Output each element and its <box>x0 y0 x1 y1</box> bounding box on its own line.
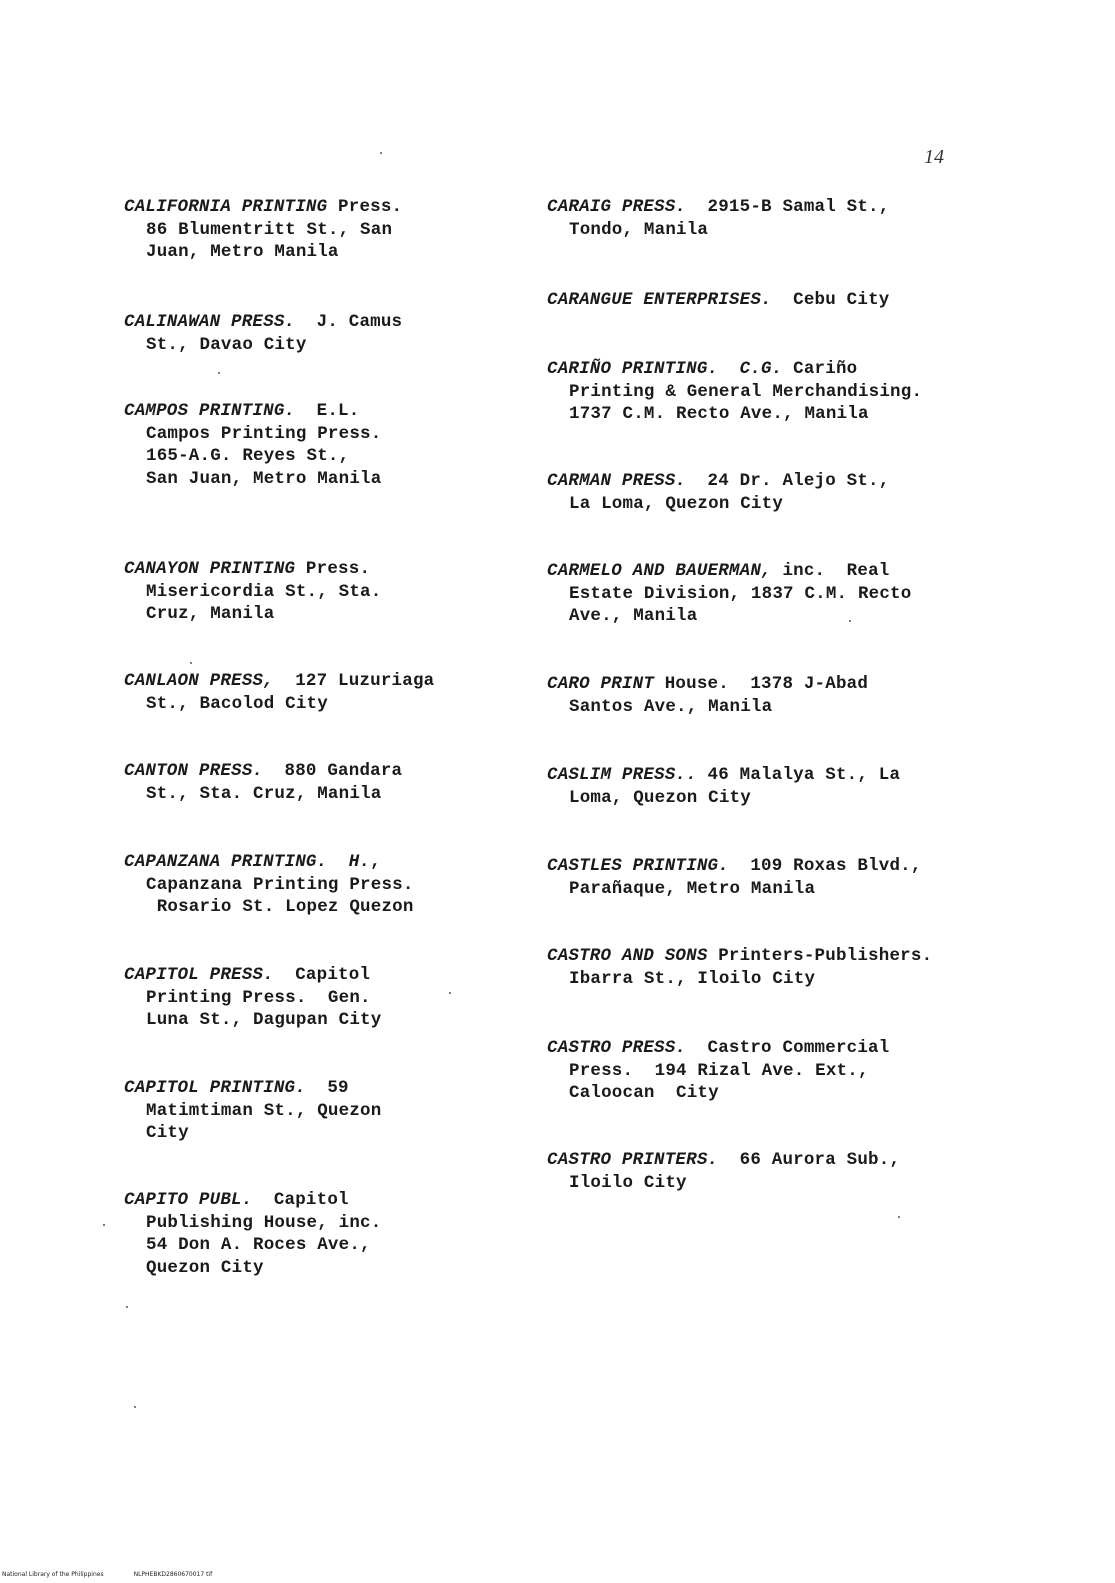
entry-name: CARANGUE ENTERPRISES. <box>547 290 772 310</box>
entry-address-line: 1737 C.M. Recto Ave., Manila <box>569 404 869 424</box>
entry-detail: Printers-Publishers. <box>707 946 933 966</box>
entry-first-line <box>124 400 534 423</box>
entry-address-line: Publishing House, inc. <box>146 1212 382 1233</box>
entry-address-line: Parañaque, Metro Manila <box>569 878 816 899</box>
entry-name: CASTRO PRESS. <box>547 1038 687 1058</box>
entry-detail: Capitol <box>252 1190 349 1210</box>
entry-first-line <box>547 289 957 312</box>
entry-detail: E.L. <box>295 401 360 421</box>
entry-address-line: Press. 194 Rizal Ave. Ext., <box>569 1060 869 1081</box>
scan-speck <box>134 1406 136 1408</box>
directory-entry <box>124 670 534 715</box>
entry-name: CARMELO AND BAUERMAN, <box>547 561 772 581</box>
entry-detail: , <box>370 852 381 872</box>
entry-address-line: La Loma, Quezon City <box>569 493 784 514</box>
entry-name: CANLAON PRESS, <box>124 671 274 691</box>
directory-entry <box>124 964 534 1032</box>
entry-first-line <box>124 964 534 987</box>
entry-address-line: St., Davao City <box>146 334 307 355</box>
entry-name: CARMAN PRESS. <box>547 471 687 491</box>
entry-detail: J. Camus <box>295 312 403 332</box>
directory-entry <box>124 196 534 264</box>
entry-address-line: Printing & General Merchandising. <box>569 381 923 402</box>
directory-entry <box>124 311 534 356</box>
entry-detail: 24 Dr. Alejo St., <box>686 471 890 491</box>
directory-entry <box>547 358 957 426</box>
entry-address-line: Juan, Metro Manila <box>146 242 339 262</box>
entry-name: CANTON PRESS. <box>124 761 264 781</box>
entry-name: CALINAWAN PRESS. <box>124 312 296 332</box>
entry-name: CAMPOS PRINTING. <box>124 401 296 421</box>
entry-address-line: St., Sta. Cruz, Manila <box>146 783 382 804</box>
entry-name: CALIFORNIA PRINTING <box>124 197 328 217</box>
entry-name: CARIÑO PRINTING. C.G. <box>547 359 783 379</box>
entry-address-line: Matimtiman St., Quezon <box>146 1100 382 1121</box>
entry-address-line: Iloilo City <box>569 1172 687 1193</box>
entry-detail: Castro Commercial <box>686 1038 890 1058</box>
entry-first-line <box>547 560 957 583</box>
entry-name: CARAIG PRESS. <box>547 197 687 217</box>
entry-address-line: St., Bacolod City <box>146 693 328 714</box>
entry-address-line: Santos Ave., Manila <box>569 696 773 717</box>
entry-detail: 880 Gandara <box>263 761 403 781</box>
directory-entry <box>547 1149 957 1194</box>
entry-address-line: 165-A.G. Reyes St., <box>146 446 350 466</box>
entry-name: CASTRO PRINTERS. <box>547 1150 719 1170</box>
entry-name: CAPITOL PRINTING. <box>124 1078 306 1098</box>
entry-first-line <box>124 670 534 693</box>
directory-entry <box>547 1037 957 1105</box>
entry-name: CAPITOL PRESS. <box>124 965 274 985</box>
directory-entry <box>124 851 534 919</box>
entry-detail: House. 1378 J-Abad <box>654 674 869 694</box>
entry-first-line <box>547 1149 957 1172</box>
scan-speck <box>190 662 192 664</box>
entry-address-line: Quezon City <box>146 1257 264 1278</box>
entry-first-line <box>547 673 957 696</box>
entry-first-line <box>124 1189 534 1212</box>
entry-address-line: Tondo, Manila <box>569 219 709 240</box>
entry-address-line: Ibarra St., Iloilo City <box>569 968 816 989</box>
directory-entry <box>547 560 957 628</box>
footer-code: NLPHEBKD2860670017 tif <box>133 1571 213 1578</box>
scan-speck <box>898 1216 900 1218</box>
entry-name: CAPANZANA PRINTING. H. <box>124 852 371 872</box>
entry-address-line: 86 Blumentritt St., San <box>146 219 393 240</box>
entry-detail: Press. <box>295 559 371 579</box>
entry-first-line <box>547 945 957 968</box>
entry-detail: 109 Roxas Blvd., <box>728 856 922 876</box>
entry-name: CANAYON PRINTING <box>124 559 296 579</box>
entry-address-line: Misericordia St., Sta. <box>146 581 382 602</box>
entry-name: CARO PRINT <box>547 674 655 694</box>
directory-entry <box>124 558 534 626</box>
entry-first-line <box>124 311 534 334</box>
entry-first-line <box>547 196 957 219</box>
entry-address-line: Rosario St. Lopez Quezon <box>146 897 414 917</box>
entry-address-line: San Juan, Metro Manila <box>146 468 382 489</box>
entry-name: CASLIM PRESS.. <box>547 765 697 785</box>
entry-first-line <box>124 558 534 581</box>
directory-entry <box>547 196 957 241</box>
entry-detail: inc. Real <box>771 561 890 581</box>
entry-detail: Cariño <box>782 359 858 379</box>
entry-detail: Cebu City <box>771 290 890 310</box>
entry-address-line: Luna St., Dagupan City <box>146 1010 382 1030</box>
footer <box>2 1571 242 1578</box>
directory-entry <box>124 400 534 490</box>
entry-address-line: Campos Printing Press. <box>146 423 382 444</box>
entry-name: CASTLES PRINTING. <box>547 856 729 876</box>
directory-entry <box>547 673 957 718</box>
directory-entry <box>124 1077 534 1145</box>
entry-detail: 46 Malalya St., La <box>696 765 901 785</box>
entry-first-line <box>547 1037 957 1060</box>
entry-address-line: Estate Division, 1837 C.M. Recto <box>569 583 912 604</box>
directory-entry <box>124 1189 534 1279</box>
directory-entry <box>547 470 957 515</box>
entry-detail: Press. <box>327 197 403 217</box>
entry-address-line: Caloocan City <box>569 1083 719 1103</box>
entry-first-line <box>547 855 957 878</box>
entry-address-line: Ave., Manila <box>569 606 698 626</box>
entry-address-line: Cruz, Manila <box>146 604 275 624</box>
entry-first-line <box>547 358 957 381</box>
scan-speck <box>849 620 851 622</box>
entry-detail: 127 Luzuriaga <box>273 671 435 691</box>
entry-first-line <box>124 851 534 874</box>
entry-first-line <box>124 196 534 219</box>
entry-detail: 59 <box>305 1078 349 1098</box>
entry-address-line: Loma, Quezon City <box>569 787 751 808</box>
entry-address-line: Printing Press. Gen. <box>146 987 371 1008</box>
entry-first-line <box>547 764 957 787</box>
entry-first-line <box>547 470 957 493</box>
footer-library: National Library of the Philippines <box>2 1571 104 1578</box>
entry-name: CAPITO PUBL. <box>124 1190 253 1210</box>
directory-entry <box>547 764 957 809</box>
scan-speck <box>126 1306 128 1308</box>
directory-entry <box>124 760 534 805</box>
entry-detail: Capitol <box>273 965 371 985</box>
entry-address-line: Capanzana Printing Press. <box>146 874 414 895</box>
entry-first-line <box>124 760 534 783</box>
entry-address-line: 54 Don A. Roces Ave., <box>146 1235 371 1255</box>
entry-name: CASTRO AND SONS <box>547 946 708 966</box>
directory-entry <box>547 945 957 990</box>
entry-detail: 66 Aurora Sub., <box>718 1150 901 1170</box>
directory-entry <box>547 289 957 312</box>
directory-entry <box>547 855 957 900</box>
entry-address-line: City <box>146 1123 189 1143</box>
scan-speck <box>103 1224 105 1226</box>
scan-speck <box>218 372 220 374</box>
scan-speck <box>449 992 451 994</box>
entry-first-line <box>124 1077 534 1100</box>
scan-speck <box>380 152 382 154</box>
entry-detail: 2915-B Samal St., <box>686 197 890 217</box>
page-number: 14 <box>924 146 944 168</box>
